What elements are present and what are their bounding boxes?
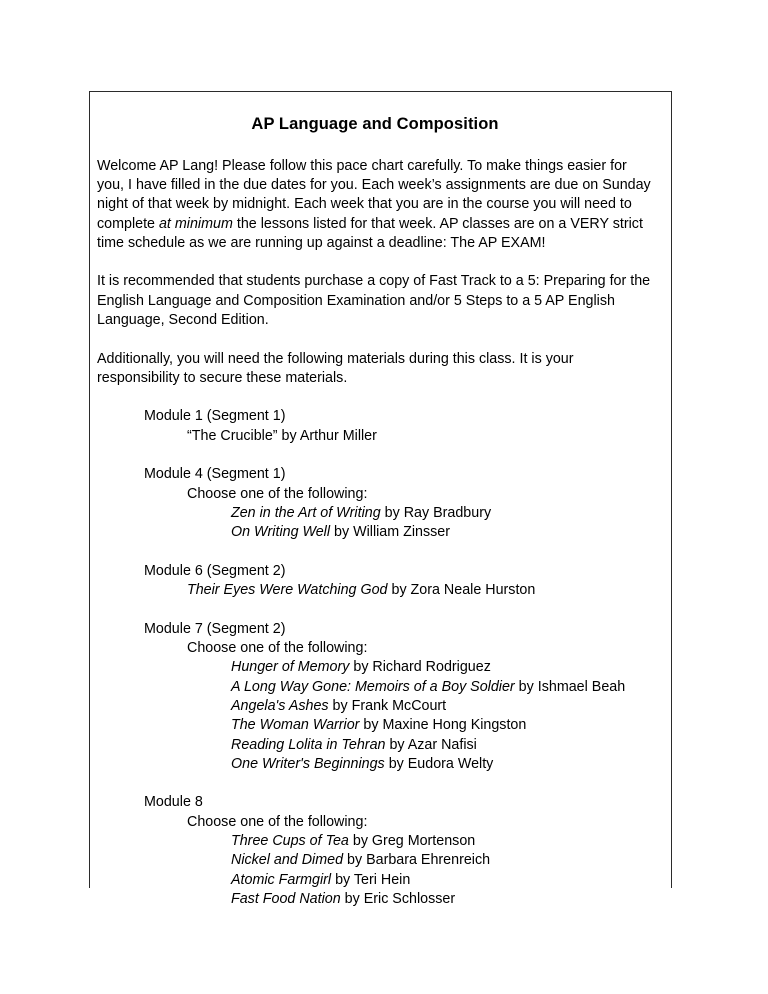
choose-one-label: Choose one of the following: <box>187 640 368 657</box>
paragraph-run: the lessons listed for that week. AP classes are on a VERY strict time schedule as we are running up against a deadline: The AP EXAM! <box>97 215 643 251</box>
module-block <box>97 465 659 542</box>
book-title: A Long Way Gone: Memoirs of a Boy Soldier <box>231 678 515 695</box>
book-author: by Richard Rodriguez <box>349 659 491 676</box>
book-title: One Writer's Beginnings <box>231 755 385 772</box>
paragraph-recommended-books <box>97 272 657 330</box>
book-title: Hunger of Memory <box>231 659 350 676</box>
book-title: Reading Lolita in Tehran <box>231 736 386 753</box>
module-heading: Module 1 (Segment 1) <box>144 408 286 425</box>
book-author: by Arthur Miller <box>277 427 377 444</box>
book-author: by Barbara Ehrenreich <box>343 852 491 869</box>
book-author: by William Zinsser <box>330 524 450 541</box>
book-entry <box>97 697 659 716</box>
paragraph-intro <box>97 157 657 253</box>
book-entry <box>97 523 659 542</box>
book-author: by Eric Schlosser <box>340 890 456 907</box>
paragraph-run: Additionally, you will need the following materials during this class. It is your responsibility to secure these materials. <box>97 350 574 386</box>
book-entry <box>97 581 659 600</box>
book-author: by Frank McCourt <box>328 697 447 714</box>
paragraph-run: It is recommended that students purchase a copy of Fast Track to a 5: Preparing for the English Language and Composition Examination and/or 5 Steps to a 5 AP English Language, Second Edition. <box>97 273 651 328</box>
book-author: by Eudora Welty <box>384 755 494 772</box>
book-author: by Maxine Hong Kingston <box>359 717 527 734</box>
book-author: by Teri Hein <box>331 871 411 888</box>
book-title: Their Eyes Were Watching God <box>187 582 388 599</box>
paragraph-materials-notice <box>97 350 657 389</box>
book-entry <box>97 755 659 774</box>
page-title: AP Language and Composition <box>251 115 499 133</box>
module-block <box>97 620 659 774</box>
book-author: by Zora Neale Hurston <box>387 582 536 599</box>
book-entry <box>97 427 659 446</box>
book-author: by Azar Nafisi <box>385 736 477 753</box>
book-title: The Woman Warrior <box>231 717 360 734</box>
book-author: by Greg Mortenson <box>348 833 476 850</box>
module-heading: Module 8 <box>144 794 203 811</box>
book-entry <box>97 871 659 890</box>
module-block <box>97 793 659 909</box>
choose-one-label: Choose one of the following: <box>187 485 368 502</box>
book-entry <box>97 851 659 870</box>
book-author: by Ishmael Beah <box>514 678 626 695</box>
book-title: Nickel and Dimed <box>231 852 344 869</box>
page-content <box>97 92 659 909</box>
module-heading: Module 6 (Segment 2) <box>144 562 286 579</box>
book-title: Angela's Ashes <box>231 697 329 714</box>
module-block <box>97 407 659 446</box>
choose-one-label: Choose one of the following: <box>187 813 368 830</box>
book-title: On Writing Well <box>231 524 331 541</box>
book-entry <box>97 658 659 677</box>
book-title: Three Cups of Tea <box>231 833 349 850</box>
module-materials-list <box>97 407 659 909</box>
book-author: by Ray Bradbury <box>380 504 492 521</box>
book-entry <box>97 716 659 735</box>
book-entry <box>97 832 659 851</box>
module-heading: Module 7 (Segment 2) <box>144 620 286 637</box>
intro-paragraphs <box>97 157 659 389</box>
document-page <box>89 91 672 907</box>
module-heading: Module 4 (Segment 1) <box>144 466 286 483</box>
book-entry <box>97 736 659 755</box>
book-entry <box>97 504 659 523</box>
book-entry <box>97 678 659 697</box>
module-block <box>97 562 659 601</box>
emphasis-text: at minimum <box>158 215 233 232</box>
book-entry <box>97 890 659 909</box>
book-title: “The Crucible” <box>187 427 278 444</box>
book-title: Atomic Farmgirl <box>231 871 332 888</box>
book-title: Fast Food Nation <box>231 890 341 907</box>
book-title: Zen in the Art of Writing <box>231 504 381 521</box>
paragraph-run: Welcome AP Lang! Please follow this pace chart carefully. To make things easier for you, I have filled in the due dates for you. Each week’s assignments are due on Sunday night of that week by midnight. Each week that you are in the course you will need to complete <box>97 157 651 232</box>
